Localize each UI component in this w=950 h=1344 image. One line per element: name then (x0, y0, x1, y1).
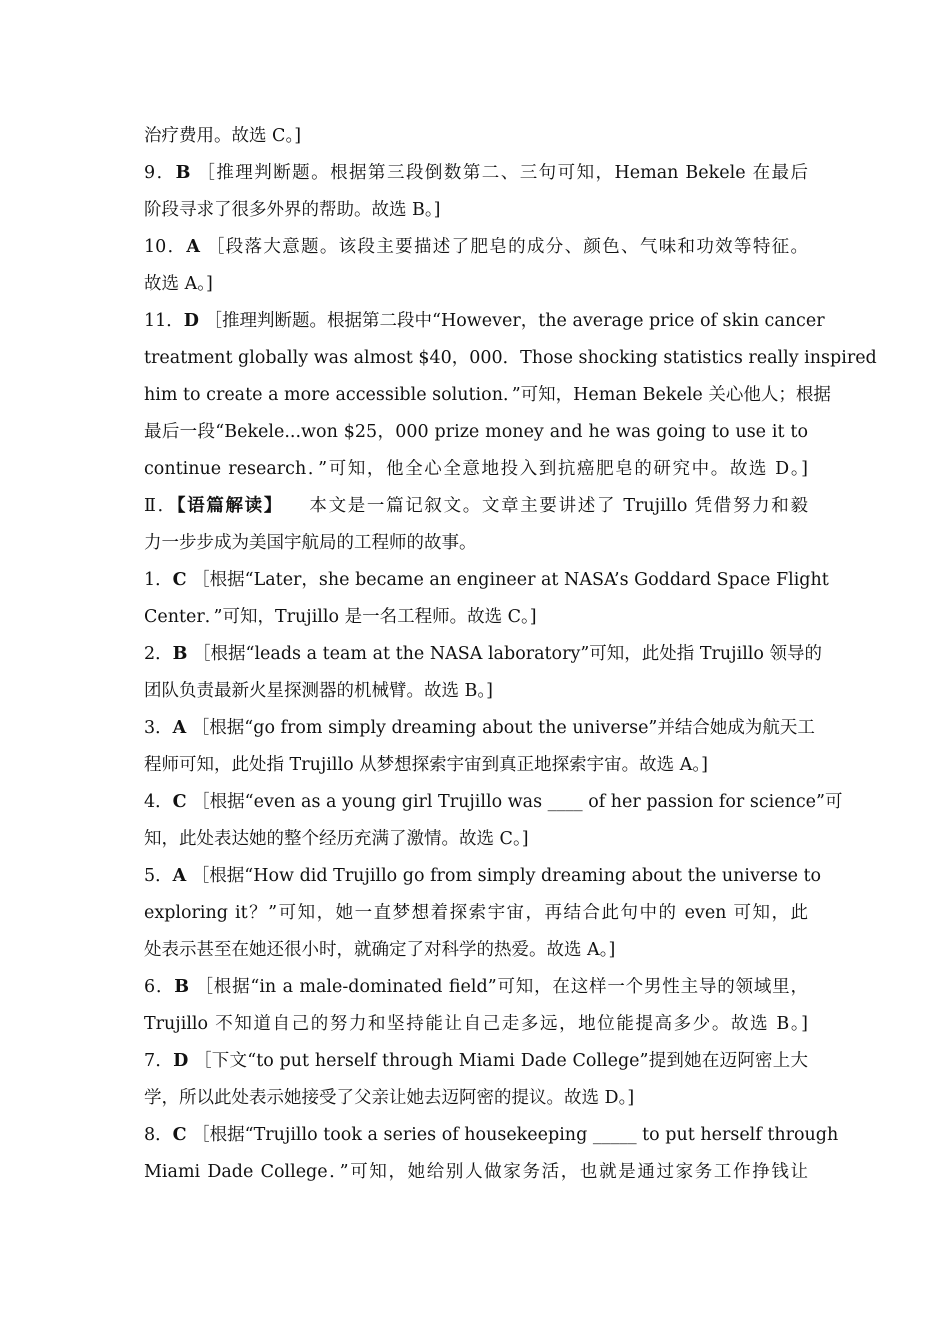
answer-key: A (186, 237, 200, 257)
explanation-text: 学，所以此处表示她接受了父亲让她去迈阿密的提议。故选 D。] (144, 1088, 635, 1108)
text-line (144, 895, 808, 932)
text-line (144, 673, 808, 710)
question-number: 10． (144, 237, 187, 257)
explanation-text: continue research．”可知，他全心全意地投入到抗癌肥皂的研究中。故选 D。] (144, 459, 808, 479)
question-number: 9． (144, 163, 176, 183)
question-number: 5． (144, 866, 173, 886)
explanation-text: ［段落大意题。该段主要描述了肥皂的成分、颜色、气味和功效等特征。 (206, 237, 808, 257)
text-line (144, 118, 808, 155)
question-number: Ⅱ． (144, 496, 177, 516)
answer-key: C (172, 792, 187, 812)
explanation-text: 阶段寻求了很多外界的帮助。故选 B。] (144, 200, 441, 220)
answer-key: A (172, 718, 187, 738)
explanation-text: ［推理判断题。根据第二段中“However，the average price of skin cancer (204, 311, 825, 331)
explanation-text: treatment globally was almost $40，000．Those shocking statistics really inspired (144, 348, 877, 368)
explanation-text: ［推理判断题。根据第三段倒数第二、三句可知，Heman Bekele 在最后 (197, 163, 808, 183)
explanation-text: exploring it？”可知，她一直梦想着探索宇宙，再结合此句中的 even 可知，此 (144, 903, 808, 923)
answer-key: C (172, 570, 187, 590)
explanation-text: 治疗费用。故选 C。] (144, 126, 302, 146)
question-number: 2． (144, 644, 173, 664)
question-number: 4． (144, 792, 173, 812)
answer-key: B (175, 163, 191, 183)
text-line (144, 192, 808, 229)
text-line (144, 1154, 808, 1191)
text-line (144, 155, 808, 192)
question-number: 3． (144, 718, 173, 738)
question-number: 8． (144, 1125, 173, 1145)
explanation-text: Miami Dade College．”可知，她给别人做家务活，也就是通过家务工作挣钱让 (144, 1162, 808, 1182)
text-line (144, 303, 825, 340)
answer-key: 【语篇解读】 (176, 496, 283, 516)
explanation-text: 团队负责最新火星探测器的机械臂。故选 B。] (144, 681, 493, 701)
explanation-text: 故选 A。] (144, 274, 213, 294)
text-line (144, 377, 831, 414)
explanation-text: 程师可知，此处指 Trujillo 从梦想探索宇宙到真正地探索宇宙。故选 A。] (144, 755, 708, 775)
text-line (144, 858, 822, 895)
text-line (144, 229, 808, 266)
text-line (144, 340, 877, 377)
question-number: 7． (144, 1051, 174, 1071)
text-line (144, 266, 808, 303)
text-line (144, 784, 843, 821)
text-line (144, 747, 808, 784)
explanation-text: ［根据“go from simply dreaming about the universe”并结合她成为航天工 (191, 718, 815, 738)
text-line (144, 525, 808, 562)
explanation-text: ［根据“Later，she became an engineer at NASA’s Goddard Space Flight (192, 570, 829, 590)
text-line (144, 932, 808, 969)
text-line (144, 1117, 839, 1154)
text-line (144, 969, 808, 1006)
explanation-text: ［根据“leads a team at the NASA laboratory”可知，此处指 Trujillo 领导的 (193, 644, 822, 664)
question-number: 1． (144, 570, 173, 590)
text-line (144, 1080, 808, 1117)
question-number: 11． (144, 311, 184, 331)
text-line (144, 414, 808, 451)
explanation-text: Center．”可知，Trujillo 是一名工程师。故选 C。] (144, 607, 537, 627)
answer-key: D (173, 1051, 189, 1071)
explanation-text: 处表示甚至在她还很小时，就确定了对科学的热爱。故选 A。] (144, 940, 616, 960)
explanation-text: Trujillo 不知道自己的努力和坚持能让自己走多远，地位能提高多少。故选 B。] (144, 1014, 808, 1034)
explanation-text: ［根据“How did Trujillo go from simply dreaming about the universe to (191, 866, 822, 886)
text-line (144, 1006, 808, 1043)
explanation-text: 力一步步成为美国宇航局的工程师的故事。 (144, 533, 477, 553)
answer-key: A (172, 866, 187, 886)
text-line (144, 451, 808, 488)
text-line (144, 821, 808, 858)
explanation-text: 本文是一篇记叙文。文章主要讲述了 Trujillo 凭借努力和毅 (290, 496, 808, 516)
explanation-text: him to create a more accessible solution．”可知，Heman Bekele 关心他人；根据 (144, 385, 831, 405)
explanation-text: ［下文“to put herself through Miami Dade College”提到她在迈阿密上大 (194, 1051, 808, 1071)
answer-key: C (172, 1125, 187, 1145)
explanation-text: ［根据“even as a young girl Trujillo was ____ of her passion for science”可 (192, 792, 843, 812)
text-line (144, 562, 829, 599)
text-line (144, 636, 822, 673)
explanation-text: ［根据“Trujillo took a series of housekeeping _____ to put herself through (192, 1125, 839, 1145)
explanation-text: 知，此处表达她的整个经历充满了激情。故选 C。] (144, 829, 529, 849)
text-line (144, 1043, 808, 1080)
explanation-text: 最后一段“Bekele...won $25，000 prize money and he was going to use it to (144, 422, 808, 442)
explanation-text: ［根据“in a male-dominated field”可知，在这样一个男性主导的领域里， (195, 977, 808, 997)
question-number: 6． (144, 977, 175, 997)
text-line (144, 599, 808, 636)
answer-key: B (174, 977, 190, 997)
answer-key: B (172, 644, 188, 664)
text-line (144, 488, 808, 525)
text-line (144, 710, 815, 747)
answer-explanations (144, 118, 877, 1191)
answer-key: D (183, 311, 199, 331)
